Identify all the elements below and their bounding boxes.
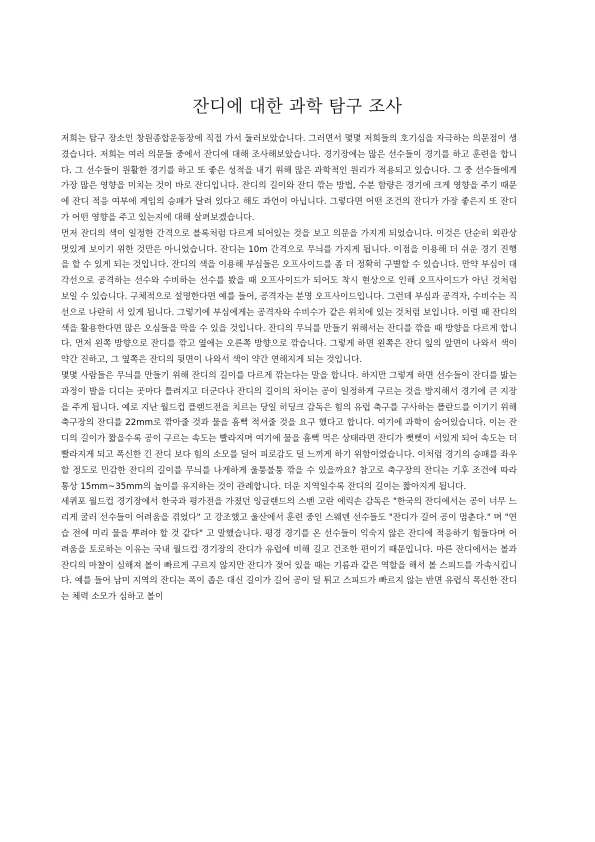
paragraph-1: 저희는 탐구 장소인 창원종합운동장에 직접 가서 둘러보았습니다. 그러면서 몇몇 저희들의 호기심을 자극하는 의문점이 생겼습니다. 저희는 여러 의문들 중에서 잔디에 대해 조사해보았습니다. 경기장에는 많은 선수들이 경기를 하고 훈련을 합니다. 그 선수들이 원활한 경기를 하고 또 좋은 성적을 내기 위해 많은 과학적인 원리가 적용되고 있습니다. 그 중 선수들에게 가장 많은 영향을 미치는 것이 바로 잔디입니다. 잔디의 길이와 잔디 깎는 방법, 수분 함량은 경기에 크게 영향을 주기 때문에 잔디 적응 여부에 게임의 승패가 달려 있다고 해도 과언이 아닙니다. 그렇다면 어떤 조건의 잔디가 가장 좋은지 또 잔디가 어떤 영향을 주고 있는지에 대해 살펴보겠습니다. — [61, 134, 517, 223]
paragraph-3: 몇몇 사람들은 무늬를 만들기 위해 잔디의 길이를 다르게 깎는다는 말을 합니다. 하지만 그렇게 하면 선수들이 잔디를 밟는 과정이 발을 디디는 곳마다 틀려지고 더군다나 잔디의 길이의 차이는 공이 일정하게 구르는 것을 방지해서 경기에 큰 지장을 주게 됩니다. 예로 지난 월드컵 플랜드전을 치르는 당일 히딩크 감독은 힘의 유럽 축구를 구사하는 폴란드를 이기기 위해 축구장의 잔디를 22mm로 깎아줄 것과 물을 흠뻑 적셔줄 것을 요구 했다고 합니다. 여기에 과학이 숨어있습니다. 이는 잔디의 길이가 짧을수록 공이 구르는 속도는 빨라지며 여기에 물을 흠뻑 먹은 상태라면 잔디가 뻣뻣이 서있게 되어 속도는 더 빨라지게 되고 폭신한 긴 잔디 보다 힘의 소모를 덜어 피로감도 덜 느끼게 하기 위함이였습니다. 이처럼 경기의 승패를 좌우할 정도로 민감한 잔디의 길이를 무늬를 나게하게 울퉁불퉁 깎을 수 있을까요? 참고로 축구장의 잔디는 기후 조건에 따라 통상 15mm~35mm의 높이를 유지하는 것이 관례합니다. 더운 지역일수록 잔디의 길이는 짧아지게 됩니다. — [61, 370, 517, 492]
paragraph-4: 세퀴포 월드컵 경기장에서 한국과 평가전을 가졌던 잉글랜드의 스벤 고란 에릭손 감독은 "한국의 잔디에서는 공이 너무 느리게 굴러 선수들이 어려움을 겪었다" 고 강조했고 울산에서 훈련 중인 스웨덴 선수들도 "잔디가 길어 공이 멈춘다." 며 "연습 전에 미리 물을 뿌려야 할 것 같다" 고 말했습니다. 평경 경기를 온 선수들이 익숙지 않은 잔디에 적응하기 힘들다며 어려움을 토로하는 이유는 국내 월드컵 경기장의 잔디가 유럽에 비해 길고 건조한 편이기 때문입니다. 마른 잔디에서는 볼과 잔디의 마찰이 심해져 볼이 빠르게 구르지 않지만 잔디가 젖어 있을 때는 기름과 같은 역할을 해서 볼 스피드를 가속시킵니다. 예를 들어 남미 지역의 잔디는 폭이 좁은 대신 길이가 길어 공이 덜 튀고 스피드가 빠르지 않는 반면 유럽식 폭신한 잔디는 체력 소모가 심하고 볼이 — [61, 497, 517, 603]
paragraph-2: 먼저 잔디의 색이 일정한 간격으로 블록처럼 다르게 되어있는 것을 보고 의문을 가지게 되었습니다. 이것은 단순히 외관상 멋있게 보이기 위한 것만은 아니었습니다. 잔디는 10m 간격으로 무늬를 가지게 됩니다. 이점을 이용해 더 쉬운 경기 진행을 할 수 있게 되는 것입니다. 잔디의 색을 이용해 부심들은 오프사이드를 좀 더 정확히 구별할 수 있습니다. 만약 부심이 대각선으로 공격하는 선수와 수비하는 선수를 봤을 때 오프사이드가 되어도 착시 현상으로 인해 오프사이드가 아닌 것처럼 보일 수 있습니다. 구체적으로 설명한다면 예를 들어, 공격자는 분명 오프사이드입니다. 그런데 부심과 공격자, 수비수는 직선으로 나란히 서 있게 됩니다. 그렇기에 부심에게는 공격자와 수비수가 같은 위치에 있는 것처럼 보입니다. 이럴 때 잔디의 색을 활용한다면 많은 오심들을 막을 수 있을 것입니다. 잔디의 무늬를 만들기 위해서는 잔디를 깎을 때 방향을 다르게 합니다. 먼저 왼쪽 방향으로 잔디를 깎고 옆에는 오른쪽 방향으로 깎습니다. 그렇게 하면 왼쪽은 잔디 잎의 앞면이 나와서 색이 약간 진하고, 그 옆쪽은 잔디의 뒷면이 나와서 색이 약간 연해지게 되는 것입니다. — [61, 228, 517, 366]
document-body — [61, 132, 517, 606]
document-title: 잔디에 대한 과학 탐구 조사 — [192, 97, 403, 117]
